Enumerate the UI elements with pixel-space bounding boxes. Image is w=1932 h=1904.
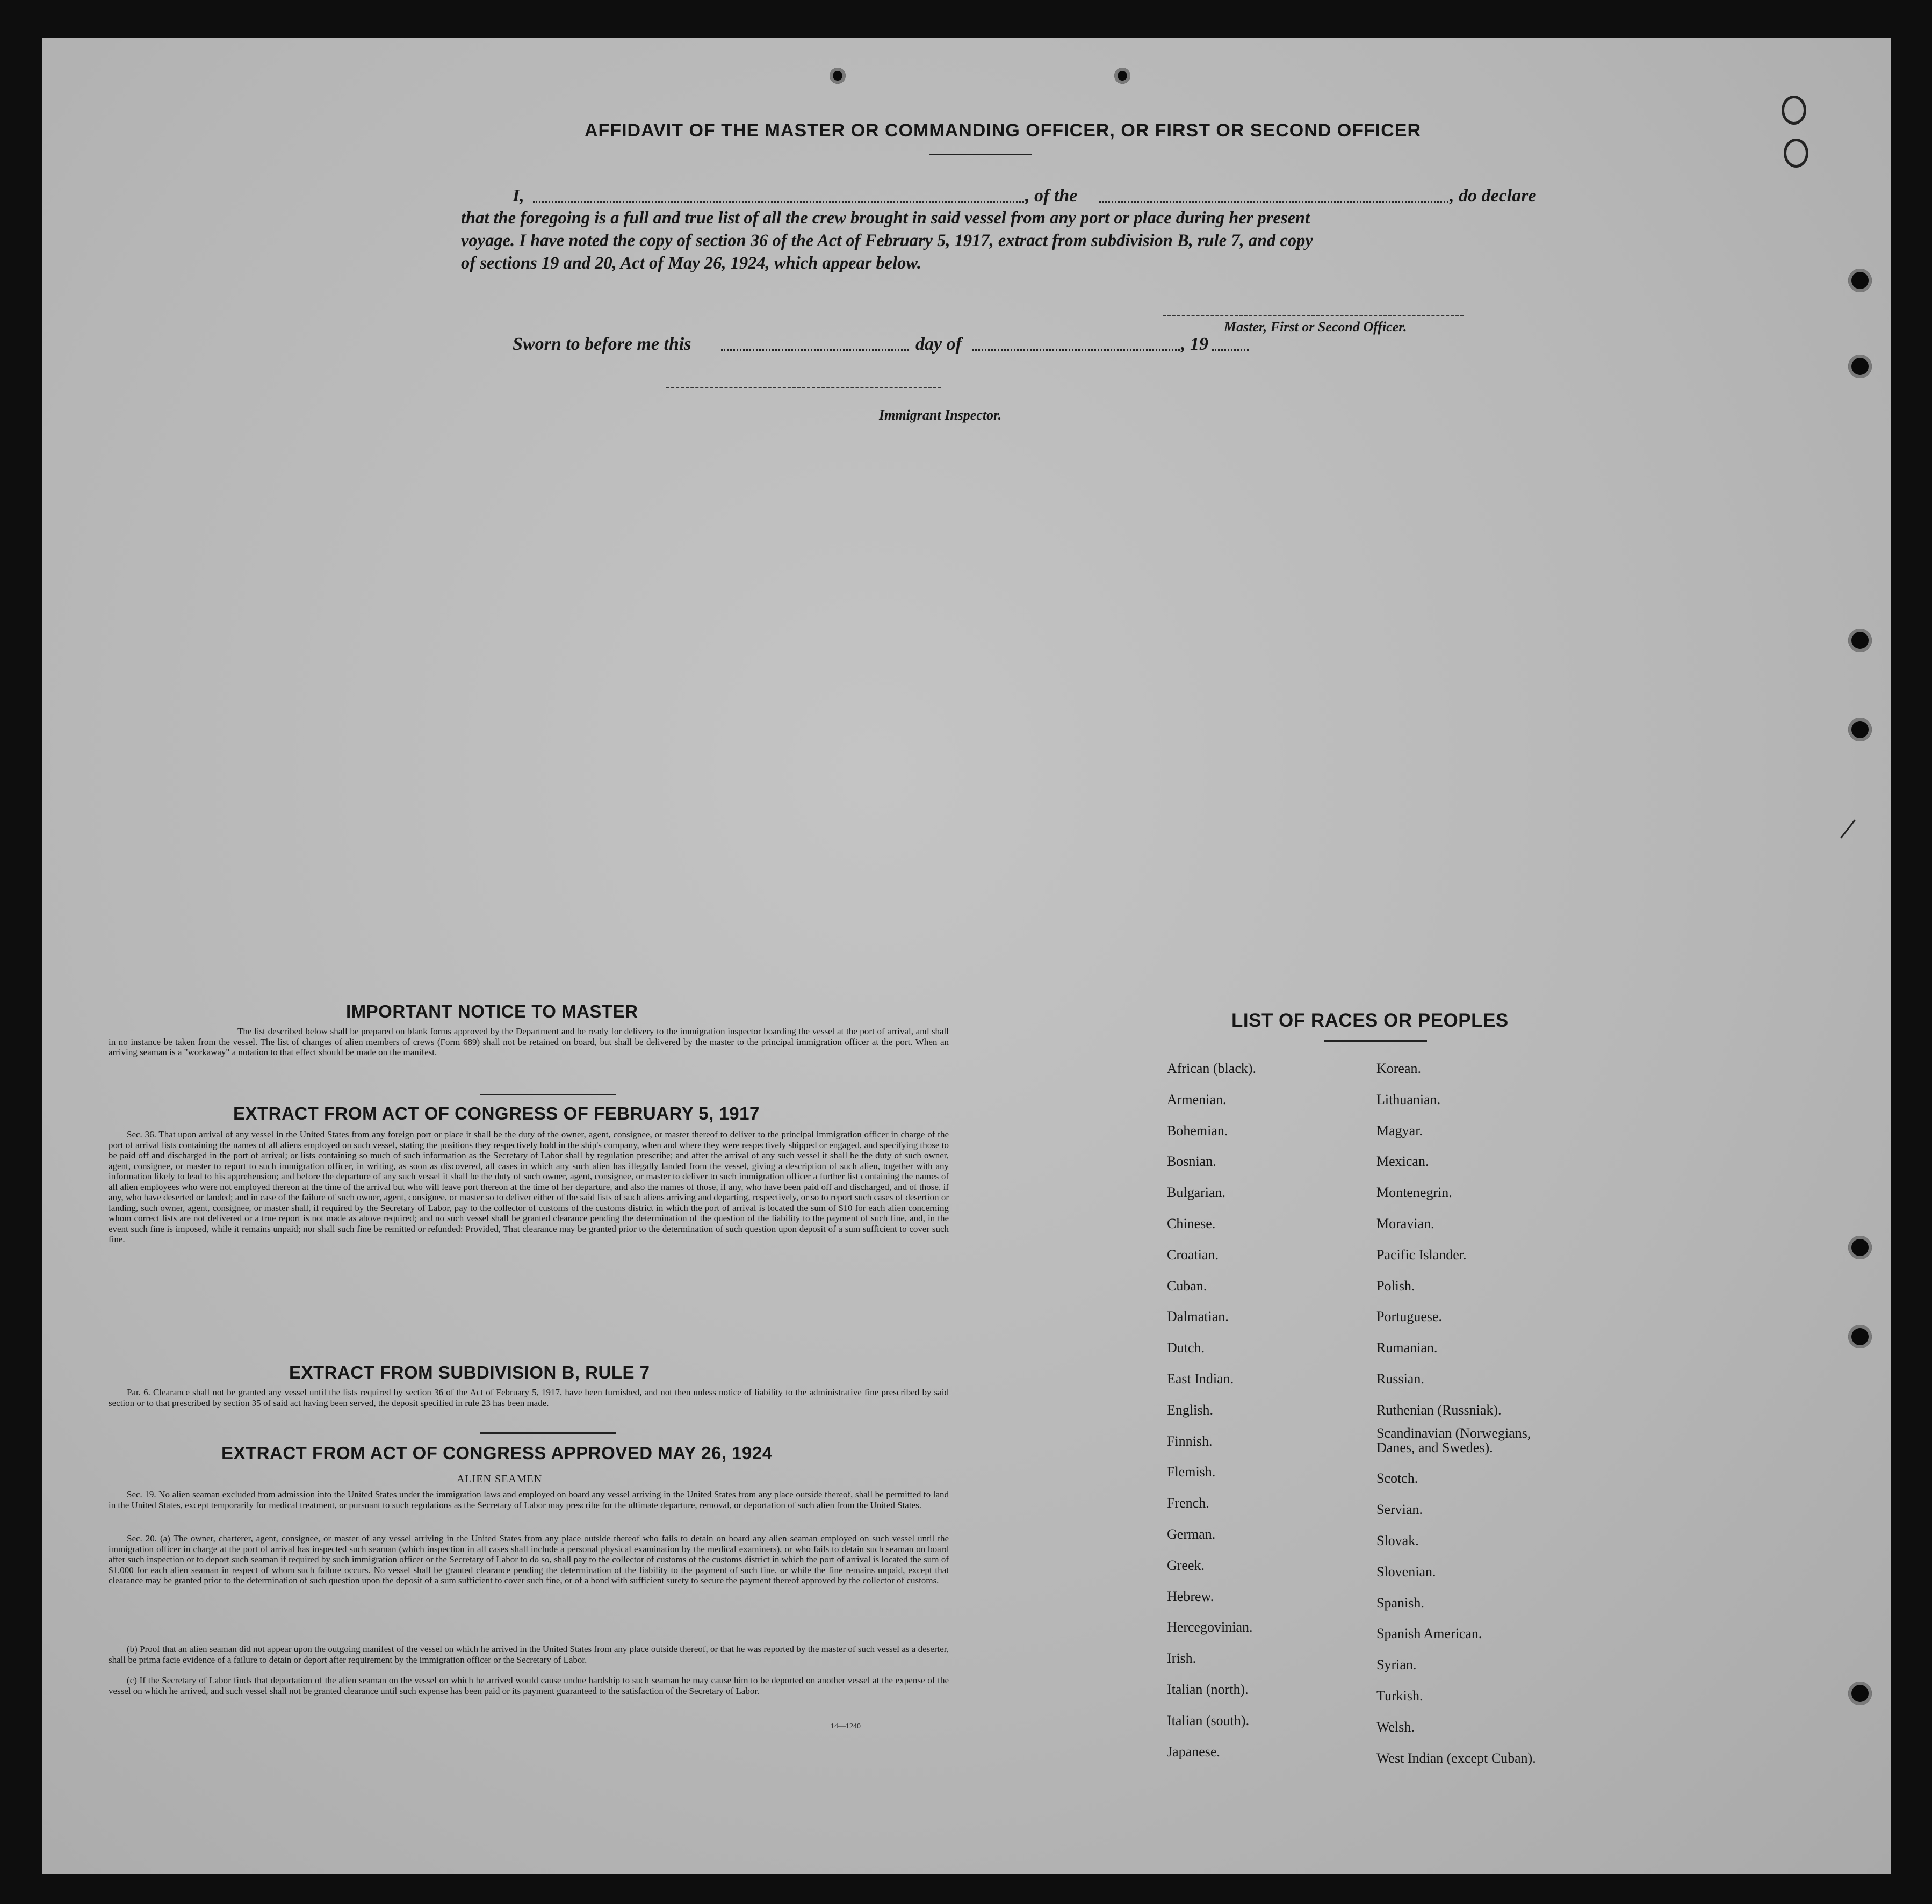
sworn-year-field-line[interactable] <box>1212 349 1249 351</box>
race-item: Mexican. <box>1376 1153 1429 1170</box>
punch-hole <box>830 68 846 84</box>
extract-1917-text: Sec. 36. That upon arrival of any vessel in the United States from any foreign port or place it shall be the duty of the owner, agent, consignee, or master thereof to deliver to the principal immigration officer in charge of the port of arrival lists containing the names of all aliens employed on such vessel, stating the positions they respectively hold in the ship's company, when and where they were respectively shipped or engaged, and specifying those to be paid off and discharged in the port of arrival; or lists containing so much of such information as the Secretary of Labor shall by regulation prescribe; and after the arrival of any such vessel it shall be the duty of such owner, agent, consignee, or master to report to such immigration officer, in writing, as soon as discovered, all cases in which any such alien has illegally landed from the vessel, giving a description of such alien, together with any information likely to lead to his apprehension; and before the departure of any such vessel it shall be the duty of such owner, agent, consignee, or master to deliver to such immigration officer a further list containing the names of all alien employees who were not employed thereon at the time of the arrival but who will leave port thereon at the time of her departure, and also the names of those, if any, who have been paid off and discharged, and of those, if any, who have deserted or landed; and in case of the failure of such owner, agent, consignee, or master so to deliver either of the said lists of such aliens arriving and departing, respectively, or so to report such cases of desertion or landing, such owner, agent, consignee, or master shall, if required by the Secretary of Labor, pay to the collector of customs of the customs district in which the port of arrival is located the sum of $10 for each alien concerning whom correct lists are not delivered or a true report is not made as above required; and no such vessel shall be granted clearance pending the determination of the question of the liability to the payment of such fine, and, in the event such fine is imposed, while it remains unpaid; nor shall such fine be remitted or refunded: Provided, That clearance may be granted prior to the determination of such question upon deposit of a sum sufficient to cover such fine. <box>109 1129 949 1244</box>
race-item: Hebrew. <box>1167 1588 1214 1604</box>
race-item: Bosnian. <box>1167 1153 1216 1170</box>
race-item: Welsh. <box>1376 1719 1415 1735</box>
punch-hole <box>1114 68 1130 84</box>
race-item: Hercegovinian. <box>1167 1619 1253 1635</box>
race-item: Dutch. <box>1167 1340 1205 1356</box>
section-19-text: Sec. 19. No alien seaman excluded from admission into the United States under the immigration laws and employed on board any vessel arriving in the United States from any place outside thereof, shall be permitted to land in the United States, except temporarily for medical treatment, or pursuant to such regulations as the Secretary of Labor may prescribe for the ultimate departure, removal, or deportation of such alien from the United States. <box>109 1489 949 1510</box>
vessel-field-line[interactable] <box>1099 201 1448 203</box>
race-item: East Indian. <box>1167 1371 1234 1387</box>
race-item: Polish. <box>1376 1278 1415 1294</box>
race-item: Magyar. <box>1376 1122 1423 1138</box>
inspector-signature-label: Immigrant Inspector. <box>879 407 1002 423</box>
races-divider <box>1324 1040 1427 1042</box>
race-item: Italian (south). <box>1167 1712 1250 1728</box>
race-item: African (black). <box>1167 1061 1257 1076</box>
master-signature-label: Master, First or Second Officer. <box>1224 319 1407 335</box>
form-sheet <box>42 38 1891 1874</box>
punch-hole <box>1848 718 1872 741</box>
race-item: Moravian. <box>1376 1215 1434 1231</box>
sworn-month-field-line[interactable] <box>972 349 1180 351</box>
race-item: Dalmatian. <box>1167 1309 1229 1325</box>
affidavit-title: AFFIDAVIT OF THE MASTER OR COMMANDING OFFICER, OR FIRST OR SECOND OFFICER <box>585 120 1421 141</box>
race-item: Ruthenian (Russniak). <box>1376 1402 1502 1418</box>
extract-1917-title: EXTRACT FROM ACT OF CONGRESS OF FEBRUARY 5, 1917 <box>233 1104 760 1123</box>
race-item: English. <box>1167 1402 1213 1418</box>
sworn-year-label: , 19 <box>1181 334 1208 354</box>
race-item: Chinese. <box>1167 1215 1216 1231</box>
section-divider <box>480 1432 616 1434</box>
section-20c-text: (c) If the Secretary of Labor finds that deportation of the alien seaman on the vessel on which he arrived would cause undue hardship to such seaman he may cause him to be deported on another vessel at the expense of the vessel on which he arrived, and such vessel shall not be granted clearance until such expense has been paid or its payment guaranteed to the satisfaction of the Secretary of Labor. <box>109 1675 949 1696</box>
affidavit-text-line-4: of sections 19 and 20, Act of May 26, 1924, which appear below. <box>461 254 922 273</box>
notice-title: IMPORTANT NOTICE TO MASTER <box>346 1001 638 1021</box>
punch-hole <box>1848 629 1872 652</box>
affidavit-of-the-label: , of the <box>1025 186 1078 206</box>
race-item: West Indian (except Cuban). <box>1376 1750 1536 1766</box>
alien-seamen-subtitle: ALIEN SEAMEN <box>457 1473 543 1485</box>
extract-1924-title: EXTRACT FROM ACT OF CONGRESS APPROVED MAY 26, 1924 <box>221 1443 773 1463</box>
race-item: Irish. <box>1167 1650 1196 1667</box>
race-item: German. <box>1167 1526 1216 1542</box>
title-divider <box>929 154 1032 155</box>
race-item: Japanese. <box>1167 1743 1220 1759</box>
race-item: Slovak. <box>1376 1532 1419 1548</box>
race-item: Syrian. <box>1376 1657 1417 1673</box>
race-item: Pacific Islander. <box>1376 1246 1467 1263</box>
races-list-left <box>1167 1053 1256 1767</box>
race-item: Scotch. <box>1376 1470 1418 1487</box>
affidavit-text-line-3: voyage. I have noted the copy of section 36 of the Act of February 5, 1917, extract from subdivision B, rule 7, and copy <box>461 231 1313 250</box>
punch-hole <box>1848 1325 1872 1348</box>
name-field-line[interactable] <box>533 201 1024 203</box>
race-item: Turkish. <box>1376 1687 1423 1704</box>
punch-hole <box>1848 1682 1872 1705</box>
race-item-scandinavian: Scandinavian (Norwegians, Danes, and Swedes). <box>1376 1425 1531 1455</box>
rule-7-title: EXTRACT FROM SUBDIVISION B, RULE 7 <box>289 1362 650 1382</box>
sworn-day-of-label: day of <box>915 334 962 354</box>
race-item: Rumanian. <box>1376 1340 1438 1356</box>
punch-hole <box>1848 269 1872 292</box>
race-item: Armenian. <box>1167 1091 1227 1107</box>
race-item: Spanish American. <box>1376 1626 1482 1642</box>
rule-7-text: Par. 6. Clearance shall not be granted any vessel until the lists required by section 36 of the Act of February 5, 1917, have been furnished, and not then unless notice of liability to the administrative fine prescribed by said section or to that prescribed by section 35 of said act having been served, the deposit specified in rule 23 has been made. <box>109 1387 949 1408</box>
race-item: Flemish. <box>1167 1464 1216 1480</box>
sworn-date-field-line[interactable] <box>721 349 909 351</box>
race-item: Russian. <box>1376 1371 1424 1387</box>
affidavit-declare-label: , do declare <box>1450 186 1537 206</box>
race-item: Slovenian. <box>1376 1563 1436 1580</box>
race-item: Finnish. <box>1167 1433 1213 1449</box>
affidavit-text-line-2: that the foregoing is a full and true list of all the crew brought in said vessel from any port or place during her present <box>461 208 1310 228</box>
pen-mark <box>1840 820 1855 839</box>
race-item <box>1376 1426 1570 1463</box>
race-item: French. <box>1167 1495 1209 1511</box>
race-item: Bulgarian. <box>1167 1185 1226 1201</box>
binder-ring-mark <box>1782 96 1806 125</box>
section-20b-text: (b) Proof that an alien seaman did not appear upon the outgoing manifest of the vessel on which he arrived in the United States from any place outside thereof, or that he was reported by the master of such vessel as a deserter, shall be prima facie evidence of a failure to detain or deport after requirement by the immigration officer or the Secretary of Labor. <box>109 1644 949 1665</box>
master-signature-line[interactable] <box>1163 315 1464 316</box>
section-divider <box>480 1094 616 1095</box>
race-item: Servian. <box>1376 1502 1423 1518</box>
race-item: Portuguese. <box>1376 1309 1443 1325</box>
race-item: Spanish. <box>1376 1595 1424 1611</box>
race-item: Korean. <box>1376 1061 1422 1076</box>
race-item: Croatian. <box>1167 1246 1219 1263</box>
race-item: Cuban. <box>1167 1278 1207 1294</box>
sworn-label: Sworn to before me this <box>513 334 691 354</box>
punch-hole <box>1848 1236 1872 1259</box>
section-20a-text: Sec. 20. (a) The owner, charterer, agent, consignee, or master of any vessel arriving in the United States from any place outside thereof who fails to detain on board any alien seaman employed on such vessel until the immigration officer in charge at the port of arrival has inspected such seaman (which inspection in all cases shall include a personal physical examination by the medical examiners), or who fails to detain such seaman on board after such inspection or to deport such seaman if required by such immigration officer or the Secretary of Labor to do so, shall pay to the collector of customs of the customs district in which the port of arrival is located the sum of $1,000 for each alien seaman in respect of whom such failure occurs. No vessel shall be granted clearance pending the determination of the liability to the payment of such fine, or while the fine remains unpaid, except that clearance may be granted prior to the determination of such question upon the deposit of a sum sufficient to cover such fine, or of a bond with sufficient surety to secure the payment thereof approved by the collector of customs. <box>109 1533 949 1585</box>
punch-hole <box>1848 355 1872 378</box>
binder-ring-mark <box>1784 139 1808 168</box>
races-list-right <box>1376 1053 1570 1773</box>
race-item: Bohemian. <box>1167 1122 1228 1138</box>
race-item: Montenegrin. <box>1376 1185 1452 1201</box>
race-item: Greek. <box>1167 1557 1205 1573</box>
race-item: Italian (north). <box>1167 1681 1249 1697</box>
notice-text: The list described below shall be prepared on blank forms approved by the Department and be ready for delivery to the immigration inspector boarding the vessel at the port of arrival, and shall in no instance be taken from the vessel. The list of changes of alien members of crews (Form 689) shall not be retained on board, but shall be delivered by the master to the principal immigration officer at the port. When an arriving seaman is a "workaway" a notation to that effect should be made on the manifest. <box>109 1026 949 1057</box>
inspector-signature-line[interactable] <box>666 387 941 388</box>
races-title: LIST OF RACES OR PEOPLES <box>1231 1010 1509 1031</box>
affidavit-i-label: I, <box>513 186 524 206</box>
form-number: 14—1240 <box>831 1722 861 1730</box>
race-item: Lithuanian. <box>1376 1091 1441 1107</box>
